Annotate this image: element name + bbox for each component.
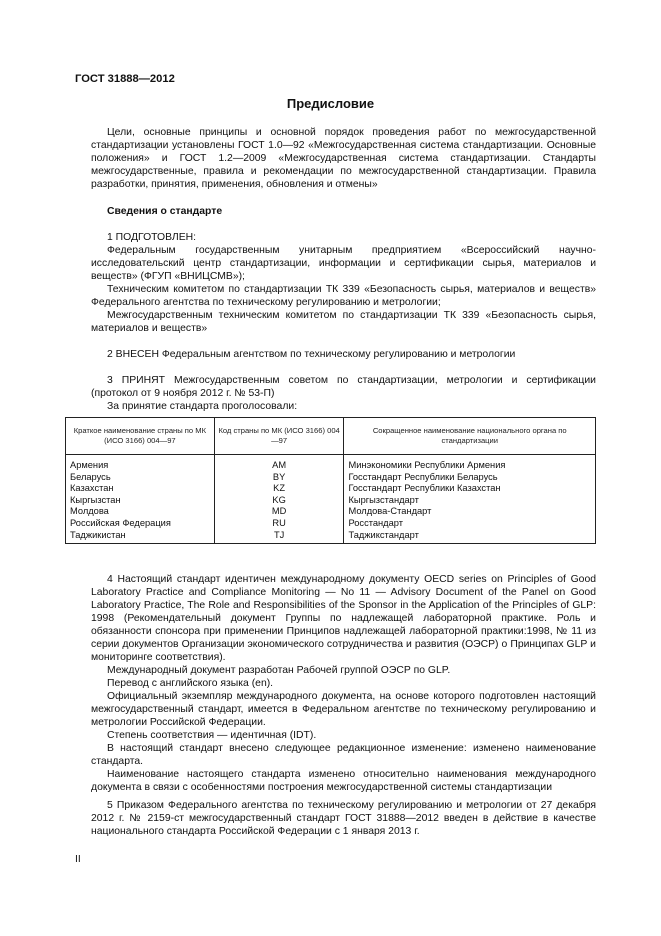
country-cell: Российская Федерация [66, 518, 215, 530]
table-row [66, 483, 596, 495]
body-cell: Госстандарт Республики Казахстан [344, 483, 596, 495]
page-number: II [75, 854, 81, 865]
body-cell: Молдова-Стандарт [344, 506, 596, 518]
table-row [66, 495, 596, 507]
body-cell: Росстандарт [344, 518, 596, 530]
item-3-voted: За принятие стандарта проголосовали: [107, 401, 298, 412]
item-4-translation: Перевод с английского языка (en). [107, 678, 274, 689]
body-cell: Таджикстандарт [344, 530, 596, 544]
item-4-name-change: Наименование настоящего стандарта изменено относительно наименования международного документа в связи с особенностями построения межгосударственной системы стандартизации [91, 769, 596, 793]
item-1-line: Техническим комитетом по стандартизации ТК 339 «Безопасность сырья, материалов и веществ» Федерального агентства по техническому регулированию и метрологии; [91, 284, 596, 308]
table-row [66, 506, 596, 518]
country-cell: Молдова [66, 506, 215, 518]
code-cell: RU [214, 518, 344, 530]
country-cell: Казахстан [66, 483, 215, 495]
body-cell: Госстандарт Республики Беларусь [344, 472, 596, 484]
table-header-country: Краткое наименование страны по МК (ИСО 3166) 004—97 [66, 418, 215, 455]
item-4-developed: Международный документ разработан Рабочей группой ОЭСР по GLP. [107, 665, 451, 676]
table-header-code: Код страны по МК (ИСО 3166) 004—97 [214, 418, 344, 455]
item-2 [91, 348, 596, 361]
item-1 [91, 231, 596, 335]
item-4 [91, 573, 596, 794]
code-cell: MD [214, 506, 344, 518]
table-row [66, 455, 596, 472]
item-5 [91, 799, 596, 838]
country-cell: Таджикистан [66, 530, 215, 544]
table-header-body: Сокращенное наименование национального органа по стандартизации [344, 418, 596, 455]
item-1-line: Межгосударственным техническим комитетом по стандартизации ТК 339 «Безопасность сырья, материалов и веществ» [91, 310, 596, 334]
voting-table [65, 417, 596, 544]
item-4-conformity: Степень соответствия — идентичная (IDT). [107, 730, 317, 741]
item-4-text: 4 Настоящий стандарт идентичен международному документу OECD series on Principles of Good Laboratory Practice and Compliance Monitoring — No 11 — Advisory Document of the Panel on Good Laboratory Practice, The Role and Responsibilities of the Sponsor in the Application of the Principles of GLP: 1998 (Рекомендательный документ Группы по надлежащей лабораторной практике. Роль и обязанности спонсора при применении Принципов надлежащей лабораторной практики:1998, № 11 из серии документов Организации экономического сотрудничества и развития (ОЭСР) о Принципах GLP и мониторинге соответствия). [91, 574, 596, 663]
code-cell: KZ [214, 483, 344, 495]
intro-paragraph [91, 126, 596, 191]
country-cell: Армения [66, 455, 215, 472]
body-cell: Кыргызстандарт [344, 495, 596, 507]
item-3 [91, 374, 596, 413]
table-row [66, 530, 596, 544]
code-cell: AM [214, 455, 344, 472]
item-5-text: 5 Приказом Федерального агентства по техническому регулированию и метрологии от 27 декабря 2012 г. № 2159-ст межгосударственный стандарт ГОСТ 31888—2012 введен в действие в качестве национального стандарта Российской Федерации с 1 января 2013 г. [91, 800, 596, 837]
standard-info-heading: Сведения о стандарте [107, 206, 223, 217]
code-cell: KG [214, 495, 344, 507]
item-1-label: 1 ПОДГОТОВЛЕН: [107, 232, 197, 243]
standard-info-section [91, 205, 596, 218]
item-4-official-copy: Официальный экземпляр международного документа, на основе которого подготовлен настоящий межгосударственный стандарт, имеется в Федеральном агентстве по техническому регулированию и метрологии Российской Федерации. [91, 691, 596, 728]
intro-text: Цели, основные принципы и основной порядок проведения работ по межгосударственной стандартизации установлены ГОСТ 1.0—92 «Межгосударственная система стандартизации. Основные положения» и ГОСТ 1.2—2009 «Межгосударственная система стандартизации. Стандарты межгосударственные, правила и рекомендации по межгосударственной стандартизации. Правила разработки, принятия, применения, обновления и отмены» [91, 127, 596, 190]
country-cell: Беларусь [66, 472, 215, 484]
table-row [66, 472, 596, 484]
page-title: Предисловие [286, 96, 375, 111]
country-cell: Кыргызстан [66, 495, 215, 507]
item-1-line: Федеральным государственным унитарным предприятием «Всероссийский научно-исследовательский центр стандартизации, информации и сертификации сырья, материалов и веществ» (ФГУП «ВНИЦСМВ»); [91, 245, 596, 282]
code-cell: TJ [214, 530, 344, 544]
item-2-text: 2 ВНЕСЕН Федеральным агентством по техническому регулированию и метрологии [107, 349, 516, 360]
item-3-text: 3 ПРИНЯТ Межгосударственным советом по стандартизации, метрологии и сертификации (протокол от 9 ноября 2012 г. № 53-П) [91, 375, 596, 399]
table-row [66, 518, 596, 530]
code-cell: BY [214, 472, 344, 484]
body-cell: Минэкономики Республики Армения [344, 455, 596, 472]
document-header: ГОСТ 31888—2012 [75, 73, 175, 85]
item-4-change: В настоящий стандарт внесено следующее редакционное изменение: изменено наименование стандарта. [91, 743, 596, 767]
